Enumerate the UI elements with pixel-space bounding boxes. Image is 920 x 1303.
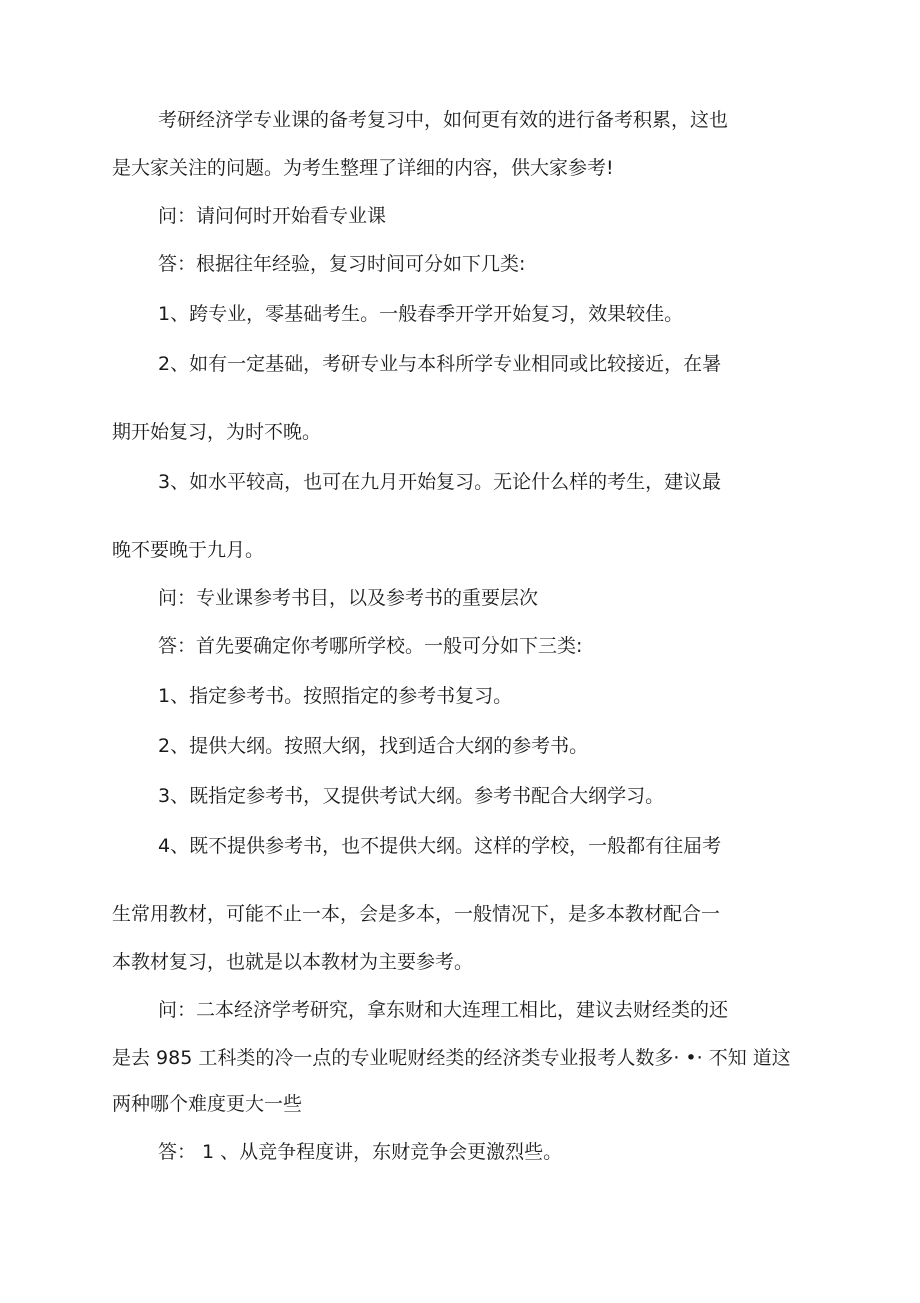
answer-1-item-2-cont: 期开始复习，为时不晚。: [112, 421, 322, 443]
answer-2: 答：首先要确定你考哪所学校。一般可分如下三类:: [158, 635, 583, 657]
answer-3: 答： 1 、从竞争程度讲，东财竞争会更激烈些。: [158, 1141, 563, 1163]
answer-1-item-3-cont: 晚不要晚于九月。: [112, 539, 265, 561]
question-3-cont-2: 两种哪个难度更大一些: [112, 1093, 303, 1115]
answer-2-item-4: 4、既不提供参考书，也不提供大纲。这样的学校，一般都有往届考: [158, 835, 722, 857]
answer-2-item-4-cont-2: 本教材复习，也就是以本教材为主要参考。: [112, 951, 474, 973]
question-3-cont-1: 是去 985 工科类的冷一点的专业呢财经类的经济类专业报考人数多· •· 不知 道这: [112, 1047, 791, 1069]
answer-2-item-3: 3、既指定参考书，又提供考试大纲。参考书配合大纲学习。: [158, 785, 665, 807]
question-2: 问：专业课参考书目，以及参考书的重要层次: [158, 587, 539, 609]
answer-1-item-3: 3、如水平较高，也可在九月开始复习。无论什么样的考生，建议最: [158, 471, 722, 493]
answer-1-item-2: 2、如有一定基础，考研专业与本科所学专业相同或比较接近，在暑: [158, 353, 722, 375]
answer-2-item-4-cont-1: 生常用教材，可能不止一本，会是多本，一般情况下，是多本教材配合一: [112, 903, 721, 925]
answer-2-item-1: 1、指定参考书。按照指定的参考书复习。: [158, 685, 513, 707]
answer-1-item-1: 1、跨专业，零基础考生。一般春季开学开始复习，效果较佳。: [158, 303, 684, 325]
intro-line-2: 是大家关注的问题。为考生整理了详细的内容，供大家参考!: [112, 157, 614, 179]
intro-line-1: 考研经济学专业课的备考复习中，如何更有效的进行备考积累，这也: [158, 109, 729, 131]
answer-1: 答：根据往年经验，复习时间可分如下几类:: [158, 253, 526, 275]
question-3: 问：二本经济学考研究，拿东财和大连理工相比，建议去财经类的还: [158, 999, 729, 1021]
question-1: 问：请问何时开始看专业课: [158, 205, 387, 227]
answer-2-item-2: 2、提供大纲。按照大纲，找到适合大纲的参考书。: [158, 735, 589, 757]
